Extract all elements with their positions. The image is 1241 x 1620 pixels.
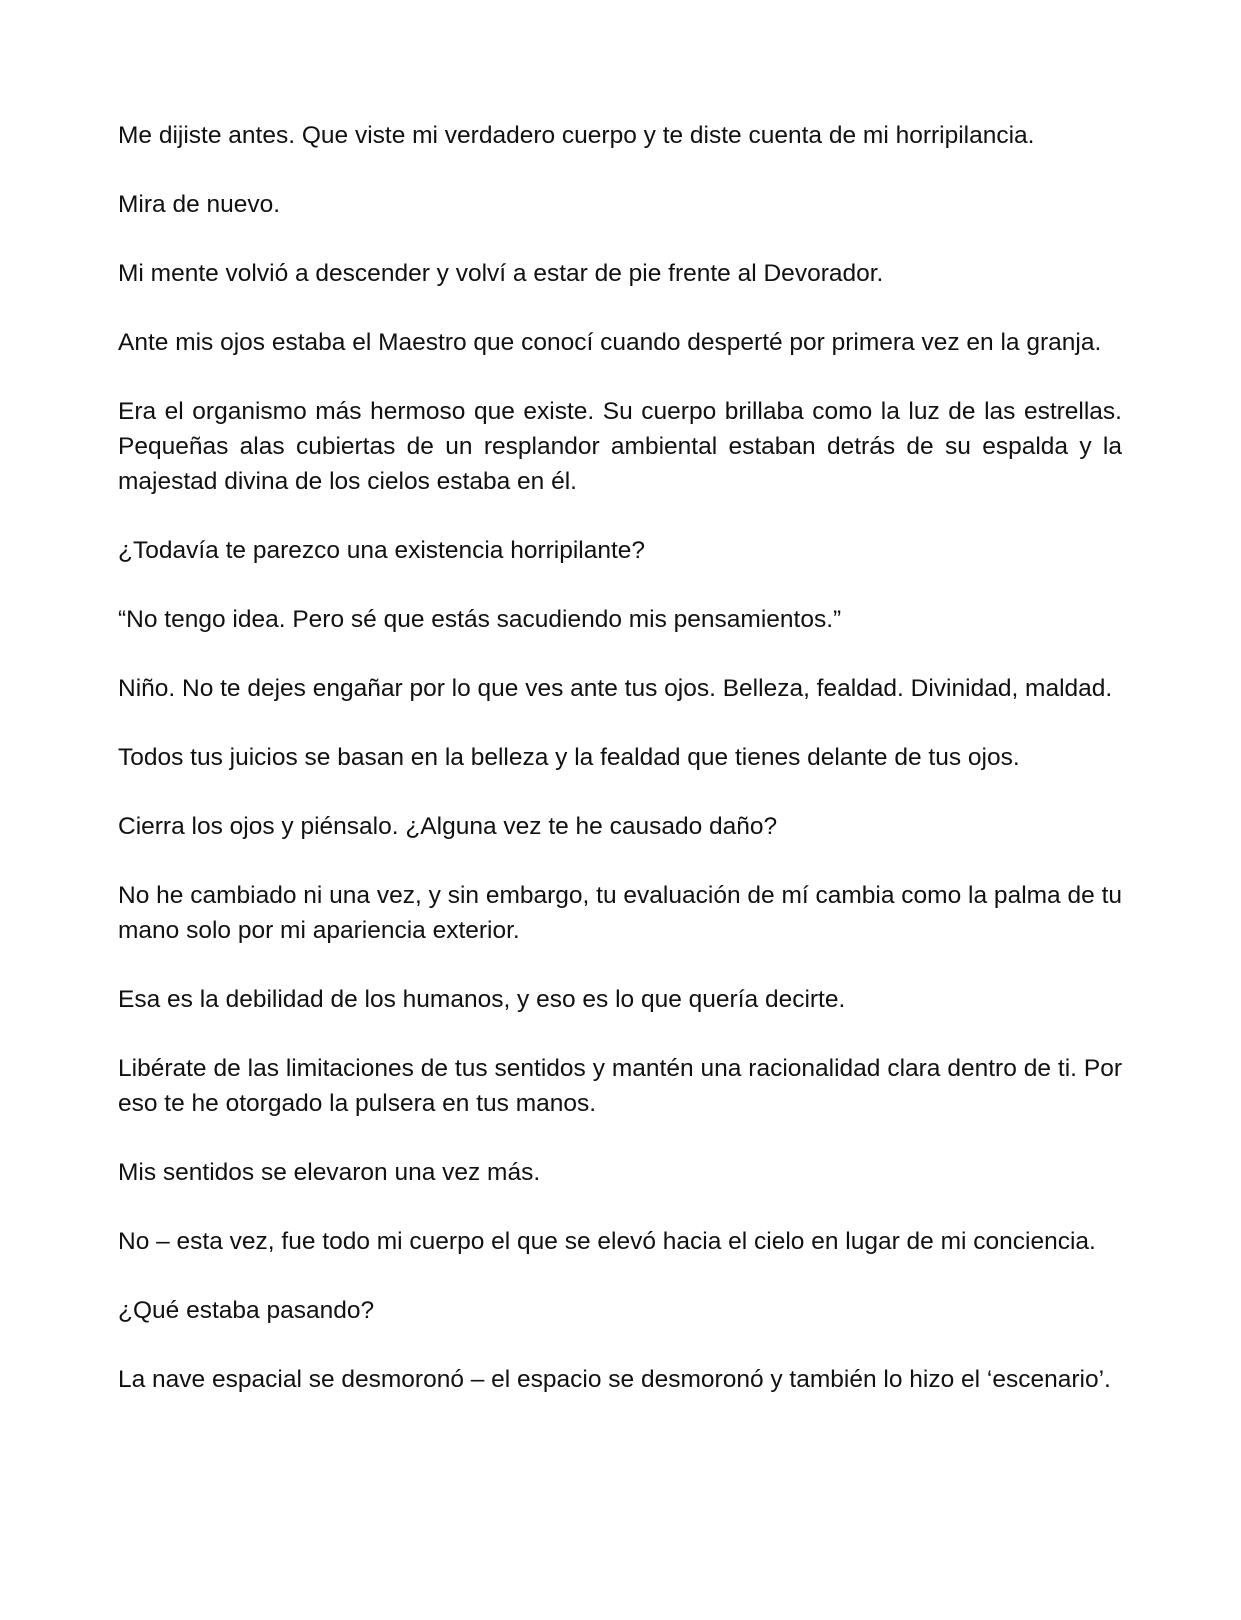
paragraph: Mira de nuevo. bbox=[118, 191, 281, 218]
paragraph: Esa es la debilidad de los humanos, y eso es lo que quería decirte. bbox=[118, 986, 846, 1013]
paragraph: No – esta vez, fue todo mi cuerpo el que se elevó hacia el cielo en lugar de mi conciencia. bbox=[118, 1228, 1096, 1255]
paragraph: Niño. No te dejes engañar por lo que ves ante tus ojos. Belleza, fealdad. Divinidad, maldad. bbox=[118, 675, 1113, 702]
body-text bbox=[118, 118, 1122, 1431]
paragraph: No he cambiado ni una vez, y sin embargo, tu evaluación de mí cambia como la palma de tu mano solo por mi apariencia exterior. bbox=[118, 882, 1122, 944]
paragraph: Cierra los ojos y piénsalo. ¿Alguna vez te he causado daño? bbox=[118, 813, 778, 840]
paragraph: ¿Todavía te parezco una existencia horripilante? bbox=[118, 537, 646, 564]
paragraph: ¿Qué estaba pasando? bbox=[118, 1297, 375, 1324]
paragraph: Mi mente volvió a descender y volví a estar de pie frente al Devorador. bbox=[118, 260, 884, 287]
paragraph: Me dijiste antes. Que viste mi verdadero cuerpo y te diste cuenta de mi horripilancia. bbox=[118, 122, 1035, 149]
paragraph: Ante mis ojos estaba el Maestro que conocí cuando desperté por primera vez en la granja. bbox=[118, 329, 1102, 356]
paragraph: Mis sentidos se elevaron una vez más. bbox=[118, 1159, 541, 1186]
paragraph: Todos tus juicios se basan en la belleza y la fealdad que tienes delante de tus ojos. bbox=[118, 744, 1020, 771]
paragraph: “No tengo idea. Pero sé que estás sacudiendo mis pensamientos.” bbox=[118, 606, 842, 633]
paragraph: Libérate de las limitaciones de tus sentidos y mantén una racionalidad clara dentro de ti. Por eso te he otorgado la pulsera en tus manos. bbox=[118, 1055, 1122, 1117]
paragraph: La nave espacial se desmoronó – el espacio se desmoronó y también lo hizo el ‘escenario’. bbox=[118, 1366, 1111, 1393]
paragraph: Era el organismo más hermoso que existe. Su cuerpo brillaba como la luz de las estrellas. Pequeñas alas cubiertas de un resplandor ambiental estaban detrás de su espalda y la majestad divina de los cielos estaba en él. bbox=[118, 398, 1122, 495]
